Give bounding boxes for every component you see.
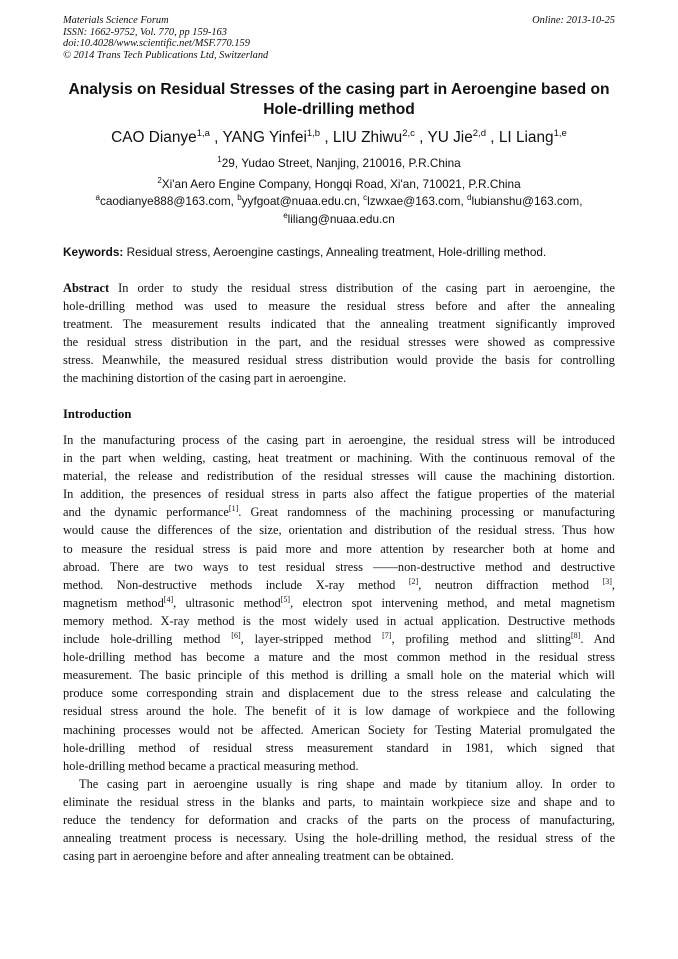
- body-line: hole-drilling method of residual stress measurement standard in 1981, which signed that: [63, 740, 615, 755]
- body-line: would cause the differences of the size, orientation and distribution of the residual stress. Thus how: [63, 523, 615, 538]
- body-line: The casing part in aeroengine usually is ring shape and made by titanium alloy. In order to: [79, 776, 615, 791]
- abstract-line: stress. Meanwhile, the measured residual stress distribution would provide the basis for controlling: [63, 353, 615, 367]
- copyright-line: © 2014 Trans Tech Publications Ltd, Switzerland: [63, 49, 269, 61]
- body-line: produce some corresponding strain and displacement due to the stress release and calculating the: [63, 686, 615, 701]
- citation-ref[interactable]: [7]: [382, 630, 392, 640]
- body-line: to measure the residual stress is paid more and more attention by researcher both at home and: [63, 541, 615, 556]
- author-2: YANG Yinfei$^{1,b}$ ,: [222, 128, 333, 147]
- citation-ref[interactable]: [5]: [280, 594, 291, 604]
- paper-title: [50, 80, 628, 120]
- body-line: measurement. The basic principle of this method is drilling a small hole on the material which will: [63, 668, 615, 683]
- email-a[interactable]: $^a$caodianye888@163.com,: [95, 193, 238, 208]
- affiliation-1: $^1$29, Yudao Street, Nanjing, 210016, P.R.China: [217, 155, 461, 170]
- keywords: [63, 245, 615, 259]
- body-line: memory method. X-ray method is the most widely used in actual application. Destructive methods: [63, 613, 615, 628]
- issn-line: ISSN: 1662-9752, Vol. 770, pp 159-163: [63, 26, 227, 38]
- journal-name: Materials Science Forum: [63, 15, 169, 26]
- abstract-line: treatment. The measurement results indicated that the annealing treatment significantly improved: [63, 317, 615, 331]
- abstract: [63, 279, 615, 387]
- citation-ref[interactable]: [1]: [228, 504, 239, 514]
- email-b[interactable]: $^b$yyfgoat@nuaa.edu.cn,: [237, 193, 364, 208]
- journal-header: [63, 15, 615, 61]
- body-line: material, the release and redistribution of the residual stresses will cause the machining distortion.: [63, 469, 615, 484]
- title-line-2: Hole-drilling method: [263, 101, 415, 118]
- author-1: CAO Dianye$^{1,a}$ ,: [111, 128, 223, 147]
- body-line: eliminate the residual stress in the blanks and parts, to maintain workpiece size and shape and to: [63, 794, 615, 809]
- abstract-line: the machining distortion of the casing part in aeroengine.: [63, 371, 347, 385]
- doi-line: doi:10.4028/www.scientific.net/MSF.770.159: [63, 38, 250, 50]
- title-line-1: Analysis on Residual Stresses of the casing part in Aeroengine based on: [68, 81, 610, 98]
- body-line: residual stress around the hole. The benefit of it is low damage of workpiece and the following: [63, 704, 615, 719]
- body-line: hole-drilling method has become a mature and the most common method in the residual stress: [63, 650, 615, 665]
- body-line: abroad. There are two ways to test residual stress ——non-destructive method and destructive: [63, 559, 615, 574]
- body-line: and the dynamic performance[1]. Great randomness of the machining processing or manufacturing: [63, 504, 615, 520]
- author-list: [30, 124, 648, 148]
- abstract-line: hole-drilling method was used to measure the residual stress before and after the annealing: [63, 299, 615, 313]
- keywords-text: Residual stress, Aeroengine castings, Annealing treatment, Hole-drilling method.: [123, 245, 547, 259]
- email-e-line[interactable]: $^e$liliang@nuaa.edu.cn: [283, 211, 395, 226]
- citation-ref[interactable]: [3]: [602, 576, 612, 586]
- email-line: [30, 191, 648, 208]
- introduction-heading: Introduction: [63, 407, 132, 421]
- author-5: LI Liang$^{1,e}$: [498, 128, 567, 147]
- body-line: casing part in aeroengine before and after annealing treatment can be obtained.: [63, 849, 454, 864]
- body-line: include hole-drilling method [6], layer-stripped method [7], profiling method and slitting[8]. And: [63, 630, 615, 647]
- citation-ref[interactable]: [6]: [231, 630, 241, 640]
- citation-ref[interactable]: [2]: [408, 576, 419, 586]
- citation-ref[interactable]: [4]: [163, 594, 174, 604]
- body-line: reduce the tendency for deformation and cracks of the parts on the process of manufacturing,: [63, 812, 615, 827]
- keywords-label: Keywords:: [63, 245, 124, 259]
- affiliation-2: $^2$Xi'an Aero Engine Company, Hongqi Road, Xi'an, 710021, P.R.China: [157, 176, 521, 191]
- abstract-label: Abstract: [63, 281, 110, 295]
- email-d[interactable]: $^d$lubianshu@163.com,: [467, 193, 583, 208]
- introduction-body: [63, 431, 615, 865]
- body-line: annealing treatment process is necessary. Using the hole-drilling method, the residual stress of the: [63, 831, 615, 846]
- author-4: YU Jie$^{2,d}$ ,: [427, 128, 499, 147]
- email-c[interactable]: $^c$lzwxae@163.com,: [363, 193, 468, 208]
- body-line: In addition, the presences of residual stress in parts also affect the fatigue properties of the material: [63, 487, 615, 502]
- body-line: in the part when welding, casting, heat treatment or machining. With the continuous removal of the: [63, 451, 615, 466]
- abstract-line: the residual stress distribution in the part, and the residual stresses were showed as compressive: [63, 335, 615, 349]
- body-line: magnetism method[4], ultrasonic method[5], electron spot intervening method, and metal magnetism: [63, 594, 615, 610]
- online-date: Online: 2013-10-25: [532, 15, 615, 26]
- abstract-line: Abstract In order to study the residual stress distribution of the casing part in aeroengine, the: [63, 281, 615, 295]
- body-line: method. Non-destructive methods include X-ray method [2], neutron diffraction method [3],: [63, 576, 615, 592]
- body-line: In the manufacturing process of the casing part in aeroengine, the residual stress will be introduced: [63, 433, 615, 447]
- body-line: hole-drilling method became a practical measuring method.: [63, 758, 359, 773]
- citation-ref[interactable]: [8]: [571, 630, 581, 640]
- body-line: machining processes would not be affected. American Society for Testing Material promulgated the: [63, 722, 615, 737]
- author-3: LIU Zhiwu$^{2,c}$ ,: [332, 128, 428, 147]
